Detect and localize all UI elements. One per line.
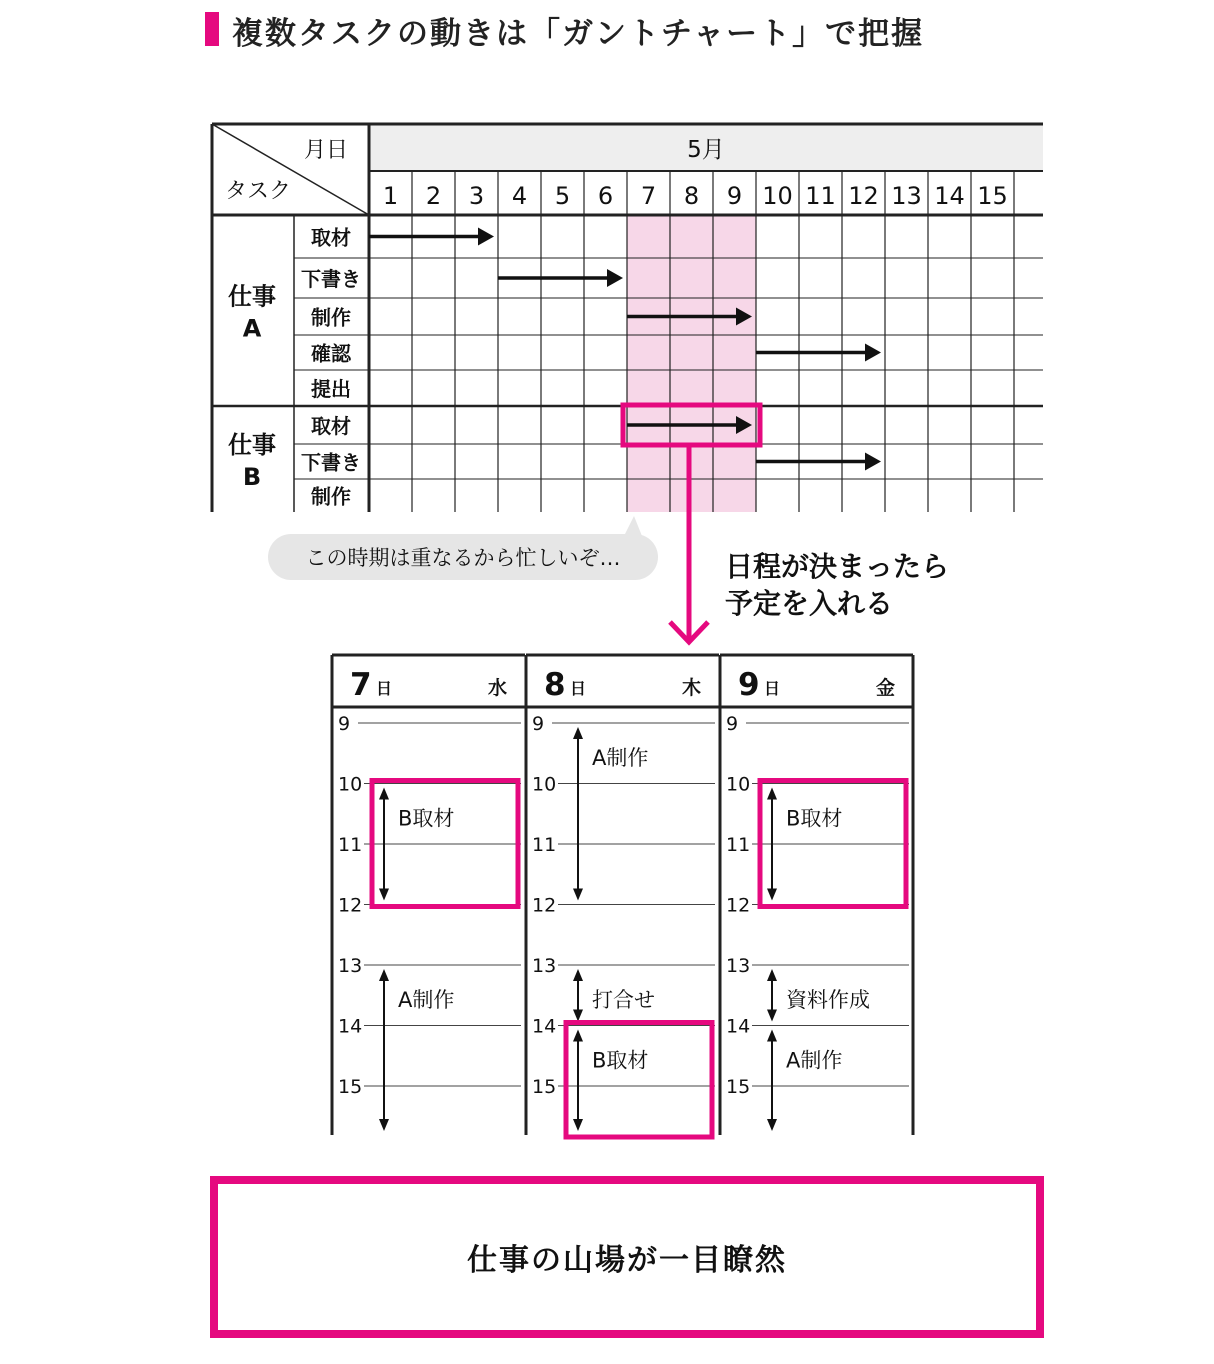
- schedule-weekday: 金: [875, 677, 895, 699]
- day-label: 3: [468, 182, 485, 210]
- event-arrow-bottom: [573, 1119, 583, 1131]
- event-arrow-top: [767, 1030, 777, 1042]
- group-label: 仕事: [228, 282, 276, 311]
- task-arrowhead: [478, 228, 494, 246]
- hour-label: 9: [532, 713, 545, 735]
- hour-label: 13: [726, 955, 751, 977]
- day-label: 6: [597, 182, 614, 210]
- event-highlight-box: [372, 781, 518, 907]
- task-arrowhead: [607, 269, 623, 287]
- schedule-day-unit: 日: [376, 679, 393, 698]
- task-label: 下書き: [301, 267, 361, 291]
- day-label: 7: [640, 182, 657, 210]
- event-arrow-top: [767, 969, 777, 981]
- hour-label: 9: [726, 713, 739, 735]
- day-label: 9: [726, 182, 743, 210]
- event-label: A制作: [786, 1048, 843, 1073]
- event-highlight-box: [760, 781, 906, 907]
- event-label: A制作: [592, 746, 649, 770]
- instruction-line-1: 日程が決まったら: [725, 550, 950, 583]
- hour-label: 10: [532, 773, 557, 796]
- event-arrow-bottom: [767, 889, 777, 901]
- event-arrow-bottom: [379, 1119, 389, 1131]
- schedule-day-unit: 日: [764, 679, 781, 698]
- hour-label: 11: [532, 834, 557, 856]
- hour-label: 15: [338, 1076, 363, 1098]
- group-label: 仕事: [228, 431, 276, 459]
- event-label: 資料作成: [786, 988, 870, 1012]
- highlight-column: [713, 215, 756, 512]
- task-label: 下書き: [301, 450, 361, 475]
- task-arrowhead: [865, 344, 881, 362]
- schedule-day-unit: 日: [570, 679, 587, 698]
- highlight-column: [627, 215, 670, 512]
- connector-arrowhead: [670, 622, 708, 642]
- hour-label: 12: [726, 894, 751, 917]
- day-label: 1: [382, 182, 399, 210]
- day-label: 2: [425, 182, 442, 210]
- conclusion-text: 仕事の山場が一目瞭然: [467, 1243, 787, 1278]
- hour-label: 13: [338, 955, 363, 977]
- highlight-column: [670, 215, 713, 512]
- schedule-weekday: 水: [487, 677, 507, 699]
- day-label: 10: [762, 182, 793, 210]
- task-arrowhead: [865, 453, 881, 471]
- task-label: 提出: [311, 377, 351, 401]
- event-highlight-box: [566, 1023, 712, 1138]
- schedule-weekday: 木: [681, 677, 701, 699]
- task-label: 確認: [311, 341, 351, 366]
- event-arrow-bottom: [573, 1010, 583, 1022]
- day-label: 5: [554, 182, 571, 210]
- day-label: 8: [683, 182, 700, 210]
- day-label: 4: [511, 182, 528, 210]
- task-label: 取材: [311, 414, 351, 438]
- event-arrow-bottom: [767, 1119, 777, 1131]
- event-label: B取材: [786, 806, 843, 831]
- hour-label: 15: [726, 1076, 751, 1098]
- event-arrow-bottom: [573, 889, 583, 901]
- day-label: 11: [805, 182, 836, 210]
- hour-label: 10: [726, 773, 751, 796]
- page-title: 複数タスクの動きは「ガントチャート」で把握: [232, 16, 925, 52]
- event-arrow-top: [767, 788, 777, 800]
- day-label: 15: [977, 182, 1008, 210]
- gantt-chart: [0, 0, 1214, 520]
- corner-label-task: タスク: [224, 179, 292, 204]
- event-arrow-top: [379, 788, 389, 800]
- schedule-day-number: 8: [544, 667, 566, 703]
- month-label: 5月: [687, 137, 725, 163]
- hour-label: 14: [338, 1015, 363, 1038]
- hour-label: 12: [338, 894, 363, 917]
- instruction-line-2: 予定を入れる: [725, 587, 894, 620]
- event-label: B取材: [592, 1048, 649, 1073]
- event-label: B取材: [398, 806, 455, 831]
- hour-label: 14: [726, 1015, 751, 1038]
- event-arrow-top: [573, 727, 583, 739]
- task-label: 制作: [311, 484, 351, 509]
- event-arrow-top: [573, 1030, 583, 1042]
- event-arrow-bottom: [767, 1010, 777, 1022]
- event-arrow-bottom: [379, 889, 389, 901]
- event-arrow-top: [573, 969, 583, 981]
- event-label: A制作: [398, 988, 455, 1012]
- day-label: 13: [891, 182, 922, 210]
- hour-label: 13: [532, 955, 557, 977]
- group-label: B: [242, 463, 262, 491]
- task-label: 取材: [311, 225, 351, 250]
- day-label: 12: [848, 182, 879, 210]
- conclusion-box: [210, 1176, 1044, 1338]
- hour-label: 10: [338, 773, 363, 796]
- hour-label: 15: [532, 1076, 557, 1098]
- group-label: A: [242, 314, 262, 343]
- schedule-day-number: 9: [738, 667, 760, 703]
- day-label: 14: [934, 182, 965, 210]
- hour-label: 11: [338, 834, 363, 856]
- hour-label: 9: [338, 713, 351, 735]
- event-arrow-top: [379, 969, 389, 981]
- hour-label: 11: [726, 834, 751, 856]
- event-label: 打合せ: [592, 988, 655, 1012]
- schedule-day-number: 7: [350, 667, 372, 703]
- hour-label: 14: [532, 1015, 557, 1038]
- hour-label: 12: [532, 894, 557, 917]
- speech-bubble: この時期は重なるから忙しいぞ…: [268, 534, 658, 580]
- instruction-note: [725, 548, 949, 622]
- corner-label-date: 月日: [303, 138, 349, 163]
- task-label: 制作: [311, 305, 351, 330]
